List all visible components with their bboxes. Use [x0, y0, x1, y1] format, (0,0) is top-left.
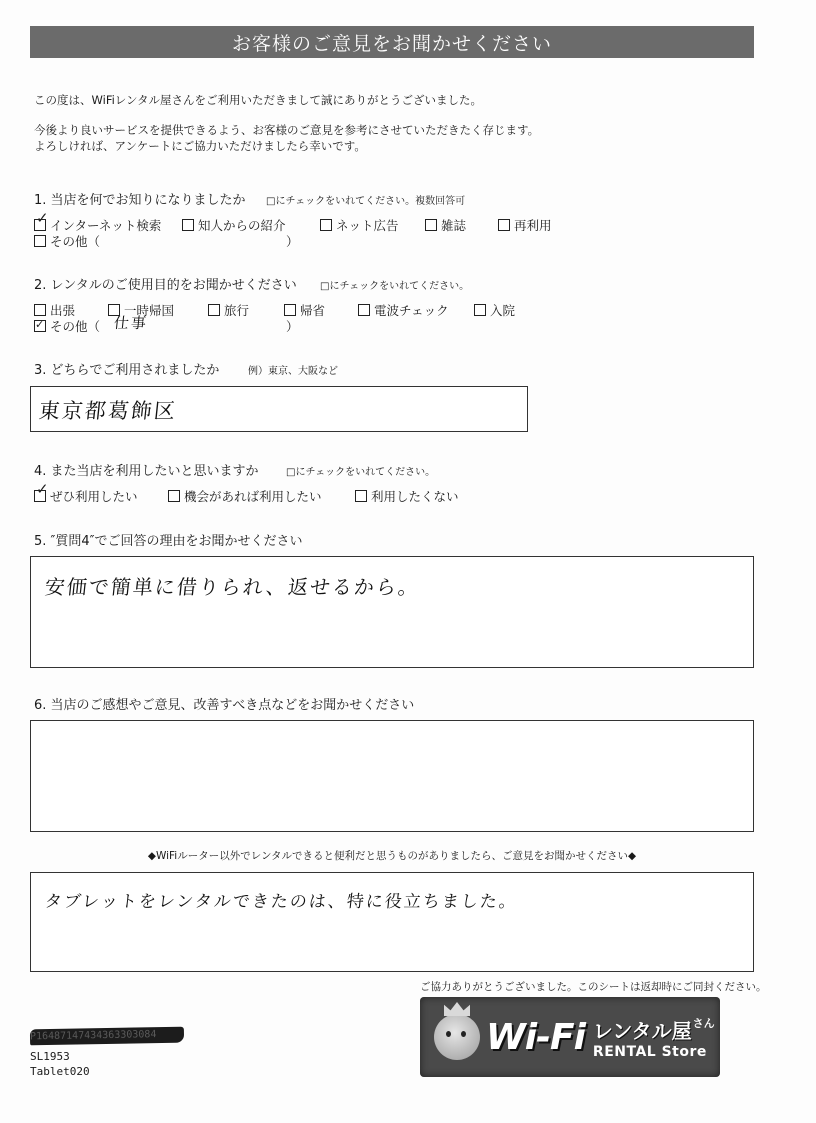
checkbox[interactable] [320, 219, 332, 231]
q7-label: ◆WiFiルーター以外でレンタルできると便利だと思うものがありましたら、ご意見をお聞かせください◆ [147, 850, 637, 862]
checkbox[interactable] [34, 304, 46, 316]
option-label: 再利用 [514, 218, 552, 233]
option-label: ネット広告 [336, 218, 399, 233]
checkbox[interactable] [474, 304, 486, 316]
q3-handwritten-answer: 東京都葛飾区 [37, 399, 179, 423]
q5-answer-box[interactable] [30, 556, 754, 668]
q2-option-travel[interactable] [208, 301, 249, 319]
check-mark-icon: ✓ [36, 480, 49, 498]
checkbox[interactable] [284, 304, 296, 316]
checkbox[interactable] [34, 235, 46, 247]
option-label: 一時帰国 [124, 303, 175, 318]
footer-code-2: Tablet020 [30, 1065, 90, 1078]
logo-wifi-text: Wi-Fi [486, 1016, 585, 1058]
q4-option-definitely[interactable] [34, 480, 138, 505]
q2-option-hospital[interactable] [474, 301, 515, 319]
logo-jp-text: レンタル屋 [592, 1018, 692, 1043]
q4-option-if-chance[interactable] [168, 487, 322, 505]
option-label: 機会があれば利用したい [184, 489, 322, 504]
q1-option-referral[interactable] [182, 216, 286, 234]
checkbox[interactable] [358, 304, 370, 316]
q1-option-magazine[interactable] [425, 216, 466, 234]
q3-label: 3. どちらでご利用されましたか [34, 363, 220, 378]
q3-answer-box[interactable] [30, 386, 528, 432]
q1-option-net-ad[interactable] [320, 216, 399, 234]
q7-answer-box[interactable] [30, 872, 754, 972]
checkbox[interactable] [498, 219, 510, 231]
logo-san-text: さん [692, 1016, 715, 1030]
checkbox[interactable] [208, 304, 220, 316]
checkbox[interactable] [425, 219, 437, 231]
thanks-text: ご協力ありがとうございました。このシートは返却時にご同封ください。 [420, 981, 767, 993]
checkbox[interactable] [355, 490, 367, 502]
checkbox[interactable] [34, 320, 46, 332]
q4-option-no[interactable] [355, 487, 459, 505]
q2-option-other[interactable] [34, 317, 100, 335]
survey-title: お客様のご意見をお聞かせください [30, 26, 754, 58]
option-label: その他（ [50, 319, 101, 334]
option-label: 雑誌 [441, 218, 467, 233]
q2-note: □にチェックをいれてください。 [320, 281, 470, 292]
q1-option-other[interactable] [34, 232, 100, 250]
option-label: その他（ [50, 234, 101, 249]
option-label: ぜひ利用したい [50, 489, 138, 504]
intro-line-3: よろしければ、アンケートにご協力いただけましたら幸いです。 [34, 139, 366, 153]
q2-other-close: ） [286, 319, 299, 334]
option-label: 出張 [50, 303, 76, 318]
option-label: 知人からの紹介 [198, 218, 286, 233]
q5-label: 5. ″質問4″でご回答の理由をお聞かせください [34, 534, 303, 549]
checkbox[interactable] [34, 480, 49, 502]
logo-right [593, 1015, 715, 1060]
q1-other-close: ） [286, 234, 299, 249]
q2-label: 2. レンタルのご使用目的をお聞かせください [34, 278, 297, 293]
check-mark-icon: ✓ [36, 209, 49, 227]
option-label: 帰省 [300, 303, 326, 318]
option-label: 入院 [490, 303, 516, 318]
q4-label: 4. また当店を利用したいと思いますか [34, 464, 259, 479]
q2-option-signal-check[interactable] [358, 301, 449, 319]
option-label: 旅行 [224, 303, 250, 318]
checkbox[interactable] [168, 490, 180, 502]
checkbox[interactable] [182, 219, 194, 231]
option-label: 電波チェック [374, 303, 449, 318]
q1-label: 1. 当店を何でお知りになりましたか [34, 193, 246, 208]
q6-label: 6. 当店のご感想やご意見、改善すべき点などをお聞かせください [34, 698, 415, 713]
check-mark-icon: ✓ [35, 318, 45, 331]
intro-line-1: この度は、WiFiレンタル屋さんをご利用いただきまして誠にありがとうございました。 [34, 93, 483, 107]
q3-note: 例）東京、大阪など [248, 366, 338, 377]
option-label: インターネット検索 [50, 218, 162, 233]
q6-answer-box[interactable] [30, 720, 754, 832]
q1-note: □にチェックをいれてください。複数回答可 [266, 196, 466, 207]
q2-other-handwritten: 仕事 [113, 314, 149, 332]
q5-handwritten-answer: 安価で簡単に借りられ、返せるから。 [43, 575, 422, 599]
checkbox[interactable] [34, 209, 49, 231]
option-label: 利用したくない [371, 489, 459, 504]
wifi-rental-logo [420, 997, 720, 1077]
q7-handwritten-answer: タブレットをレンタルできたのは、特に役立ちました。 [43, 892, 519, 912]
q4-note: □にチェックをいれてください。 [286, 467, 436, 478]
footer-code-1: SL1953 [30, 1050, 70, 1063]
crowned-mascot-icon [434, 1014, 480, 1060]
q1-option-reuse[interactable] [498, 216, 552, 234]
intro-line-2: 今後より良いサービスを提供できるよう、お客様のご意見を参考にさせていただきたく存じます。 [34, 123, 540, 137]
redacted-id: P16487147434363303084 [30, 1027, 184, 1046]
logo-en-text: RENTAL Store [592, 1043, 707, 1060]
